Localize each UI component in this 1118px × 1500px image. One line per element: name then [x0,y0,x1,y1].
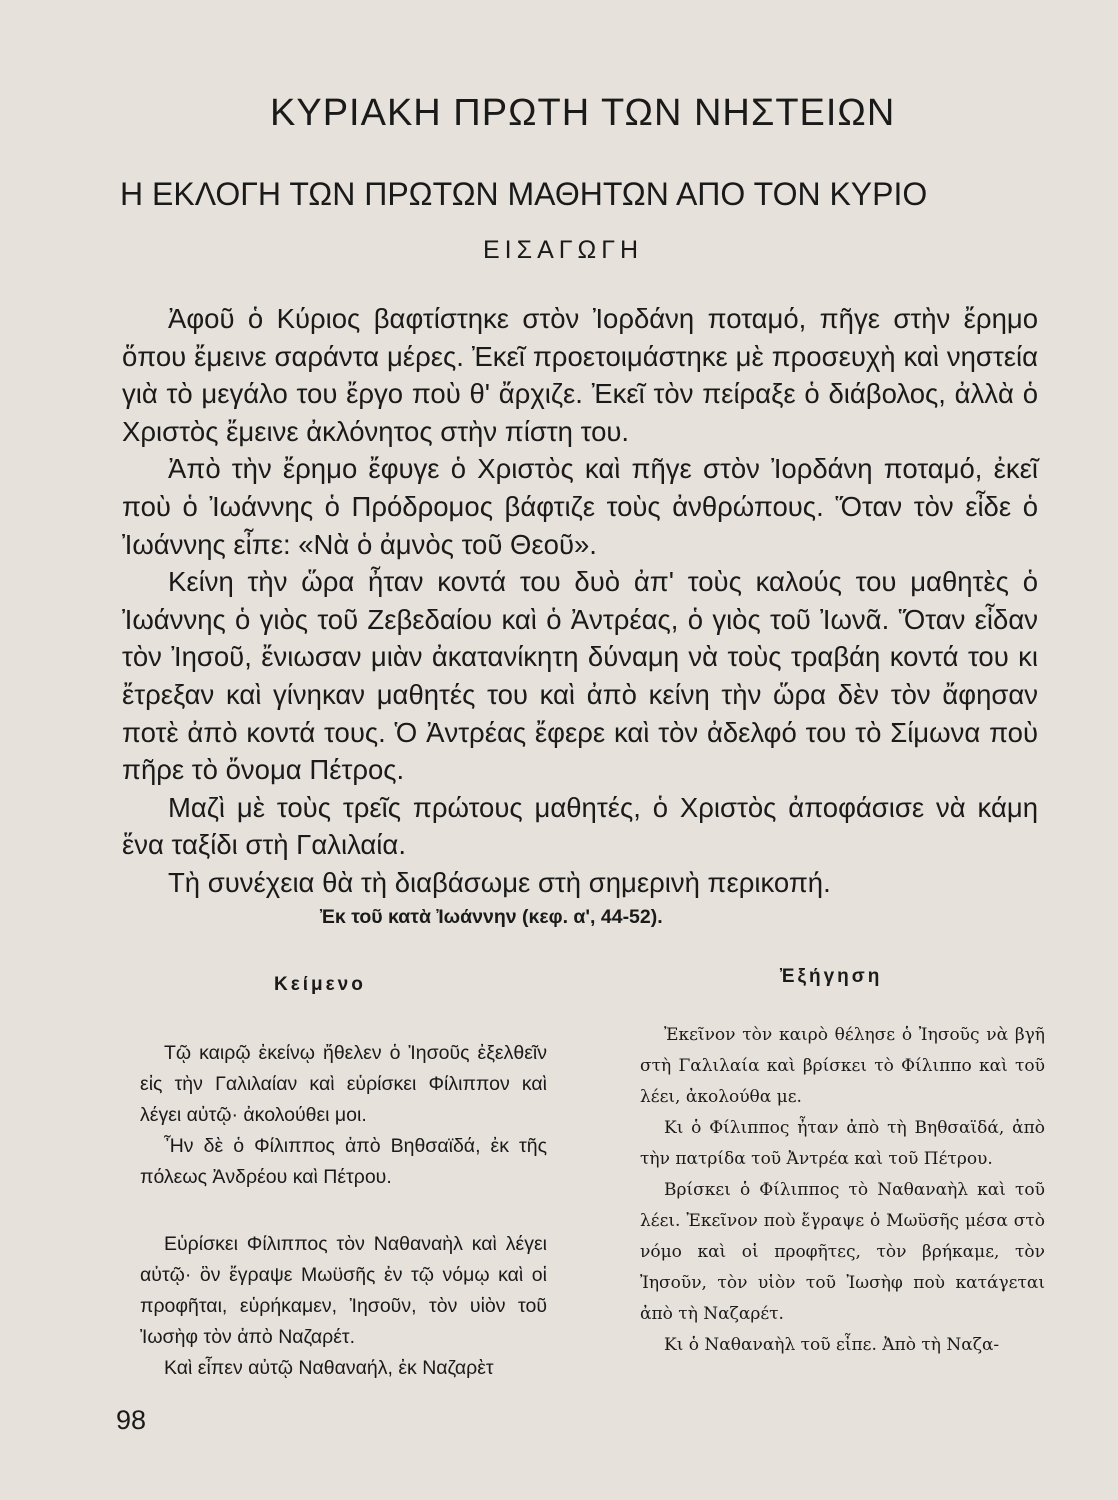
original-text-paragraph: Καὶ εἶπεν αὐτῷ Ναθαναήλ, ἐκ Ναζαρὲτ [164,1357,494,1379]
explanation-paragraph: Ἐκεῖνον τὸν καιρὸ θέλησε ὁ Ἰησοῦς νὰ βγῆ στὴ Γαλιλαία καὶ βρίσκει τὸ Φίλιππο καὶ τοῦ λέει, ἀκολούθα με. [640,1025,1045,1107]
page-subtitle: Η ΕΚΛΟΓΗ ΤΩΝ ΠΡΩΤΩΝ ΜΑΘΗΤΩΝ ΑΠΟ ΤΟΝ ΚΥΡΙΟ [120,176,928,212]
explanation-column [640,1020,1045,1361]
page-title: ΚΥΡΙΑΚΗ ΠΡΩΤΗ ΤΩΝ ΝΗΣΤΕΙΩΝ [270,92,896,134]
original-text-paragraph: Ἦν δὲ ὁ Φίλιππος ἀπὸ Βηθσαϊδά, ἐκ τῆς πόλεως Ἀνδρέου καὶ Πέτρου. [140,1135,547,1188]
right-column-heading: Ἐξήγηση [780,966,883,987]
intro-section [122,300,1038,902]
intro-paragraph: Μαζὶ μὲ τοὺς τρεῖς πρώτους μαθητές, ὁ Χριστὸς ἀποφάσισε νὰ κάμη ἕνα ταξίδι στὴ Γαλιλαία. [122,791,1038,861]
page-number: 98 [116,1405,147,1435]
scripture-reference: Ἐκ τοῦ κατὰ Ἰωάννην (κεφ. α', 44-52). [320,906,663,928]
original-text-paragraph: Τῷ καιρῷ ἐκείνῳ ἤθελεν ὁ Ἰησοῦς ἐξελθεῖν εἰς τὴν Γαλιλαίαν καὶ εὑρίσκει Φίλιππον καὶ λέγει αὐτῷ· ἀκολούθει μοι. [140,1042,547,1126]
explanation-paragraph: Βρίσκει ὁ Φίλιππος τὸ Ναθαναὴλ καὶ τοῦ λέει. Ἐκεῖνον ποὺ ἔγραψε ὁ Μωϋσῆς μέσα στὸ νόμο καὶ οἱ προφῆτες, τὸν βρήκαμε, τὸν Ἰησοῦν, τὸν υἱὸν τοῦ Ἰωσὴφ ποὺ κατάγεται ἀπὸ τὴ Ναζαρέτ. [640,1180,1045,1324]
explanation-paragraph: Κι ὁ Ναθαναὴλ τοῦ εἶπε. Ἀπὸ τὴ Ναζα- [664,1335,1000,1355]
explanation-paragraph: Κι ὁ Φίλιππος ἦταν ἀπὸ τὴ Βηθσαϊδά, ἀπὸ τὴν πατρίδα τοῦ Ἀντρέα καὶ τοῦ Πέτρου. [640,1118,1045,1169]
original-text-paragraph: Εὑρίσκει Φίλιππος τὸν Ναθαναὴλ καὶ λέγει αὐτῷ· ὃν ἔγραψε Μωϋσῆς ἐν τῷ νόμῳ καὶ οἱ προφῆται, εὑρήκαμεν, Ἰησοῦν, τὸν υἱὸν τοῦ Ἰωσὴφ τὸν ἀπὸ Ναζαρέτ. [140,1233,547,1348]
original-text-column [140,1038,547,1384]
intro-paragraph: Κείνη τὴν ὥρα ἦταν κοντά του δυὸ ἀπ' τοὺς καλούς του μαθητὲς ὁ Ἰωάννης ὁ γιὸς τοῦ Ζεβεδαίου καὶ ὁ Ἀντρέας, ὁ γιὸς τοῦ Ἰωνᾶ. Ὅταν εἶδαν τὸν Ἰησοῦ, ἔνιωσαν μιὰν ἀκατανίκητη δύναμη νὰ τοὺς τραβάη κοντά του κι ἔτρεξαν καὶ γίνηκαν μαθητές του καὶ ἀπὸ κείνη τὴν ὥρα δὲν τὸν ἄφησαν ποτὲ ἀπὸ κοντά τους. Ὁ Ἀντρέας ἔφερε καὶ τὸν ἀδελφό του τὸ Σίμωνα ποὺ πῆρε τὸ ὄνομα Πέτρος. [122,566,1038,786]
intro-paragraph: Ἀφοῦ ὁ Κύριος βαφτίστηκε στὸν Ἰορδάνη ποταμό, πῆγε στὴν ἔρημο ὅπου ἔμεινε σαράντα μέρες. Ἐκεῖ προετοιμάστηκε μὲ προσευχὴ καὶ νηστεία γιὰ τὸ μεγάλο του ἔργο ποὺ θ' ἄρχιζε. Ἐκεῖ τὸν πείραξε ὁ διάβολος, ἀλλὰ ὁ Χριστὸς ἔμεινε ἀκλόνητος στὴν πίστη του. [122,303,1038,447]
intro-paragraph: Ἀπὸ τὴν ἔρημο ἔφυγε ὁ Χριστὸς καὶ πῆγε στὸν Ἰορδάνη ποταμό, ἐκεῖ ποὺ ὁ Ἰωάννης ὁ Πρόδρομος βάφτιζε τοὺς ἀνθρώπους. Ὅταν τὸν εἶδε ὁ Ἰωάννης εἶπε: «Νὰ ὁ ἀμνὸς τοῦ Θεοῦ». [122,453,1038,560]
intro-heading: ΕΙΣΑΓΩΓΗ [483,236,644,264]
left-column-heading: Κείμενο [274,974,366,995]
intro-paragraph: Τὴ συνέχεια θὰ τὴ διαβάσωμε στὴ σημερινὴ περικοπή. [168,866,831,898]
